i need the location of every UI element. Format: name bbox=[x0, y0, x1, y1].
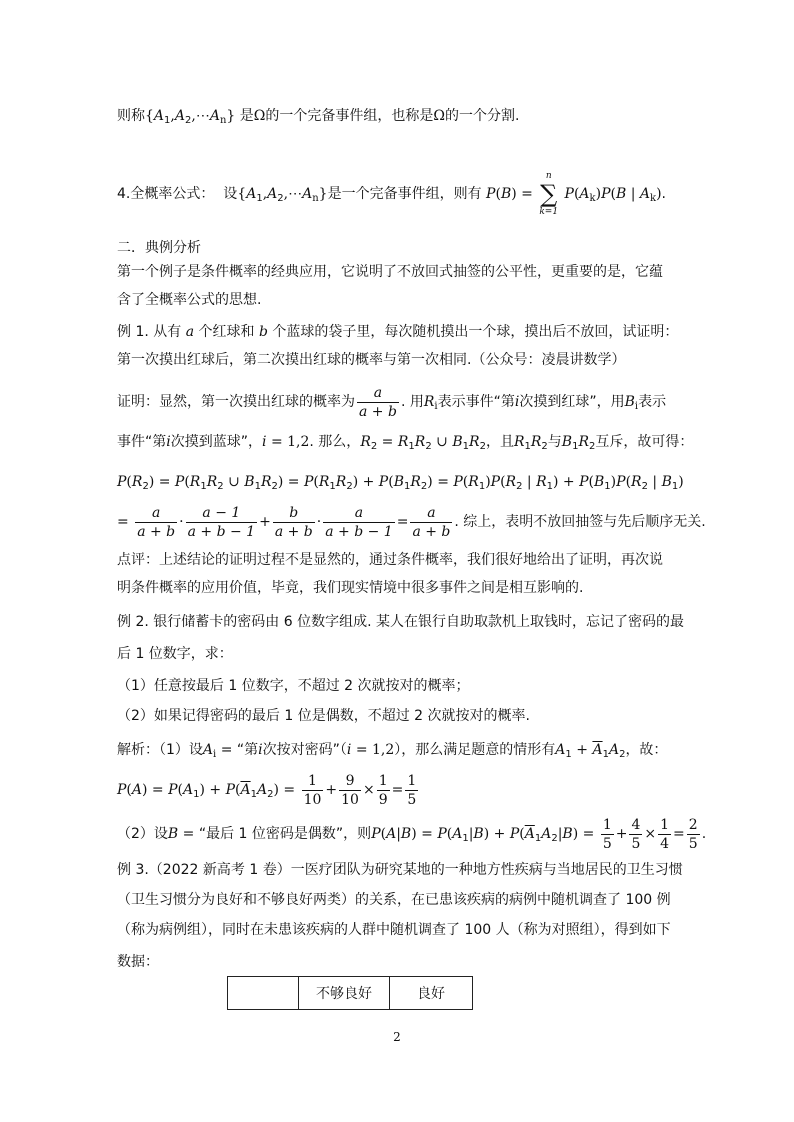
section-heading: 二．典例分析 bbox=[117, 240, 201, 256]
example-3-line-4: 数据： bbox=[117, 954, 159, 970]
data-table bbox=[227, 976, 473, 1010]
table-header-good: 良好 bbox=[390, 977, 473, 1010]
summation-sign: n ∑ k=1 bbox=[539, 171, 559, 217]
example-2-line-2: 后 1 位数字，求： bbox=[117, 646, 233, 662]
solution-line-2: （2）设B = “最后 1 位密码是偶数”，则$P(A|B) = P(A_1|B) + P(\overline{A}_1A_2|B)$ = $\frac{1}{5}$ + $\frac{4}{5}$ × $\frac{1}{4}$ = $\frac{2}{5}$ . bbox=[117, 816, 707, 852]
example-3-line-1: 例 3.（2022 新高考 1 卷）一医疗团队为研究某地的一种地方性疾病与当地居民的卫生习惯 bbox=[117, 862, 683, 878]
table-header-row bbox=[228, 977, 473, 1010]
page-number: 2 bbox=[393, 1030, 401, 1044]
comment-line-1: 点评：上述结论的证明过程不是显然的，通过条件概率，我们很好地给出了证明，再次说 bbox=[117, 552, 663, 568]
example-1-line-2: 第一次摸出红球后，第二次摸出红球的概率与第一次相同.（公众号：凌晨讲数学） bbox=[117, 352, 626, 368]
comment-line-2: 明条件概率的应用价值，毕竟，我们现实情境中很多事件之间是相互影响的. bbox=[117, 580, 584, 596]
completeness-definition: 则称$\{A_1,A_2,\cdots A_n\}$ 是Ω的一个完备事件组，也称是Ω的一个分割. bbox=[117, 108, 520, 126]
table-header-blank bbox=[228, 977, 299, 1010]
example-2-question-1: （1）任意按最后 1 位数字，不超过 2 次就按对的概率； bbox=[117, 678, 470, 694]
example-3-line-3: （称为病例组），同时在未患该疾病的人群中随机调查了 100 人（称为对照组），得到如下 bbox=[117, 922, 671, 938]
proof-line-1: 证明：显然，第一次摸出红球的概率为 $\frac{a}{a + b}$ . 用$R_i$表示事件“第i次摸到红球”，用$B_i$表示 bbox=[117, 384, 667, 420]
table-header-not-good: 不够良好 bbox=[299, 977, 390, 1010]
proof-equation-1: $P(R_2) = P(R_1R_2$ ∪ $B_1R_2) = P(R_1R_2) + P(B_1R_2) = P(R_1)P(R_2$ | $R_1) + P(B_1)P(R_2$ | $B_1$) bbox=[117, 474, 684, 492]
proof-equation-2: = $\frac{a}{a + b}$ · $\frac{a - 1}{a + b - 1}$ + $\frac{b}{a + b}$ · $\frac{a}{a + b - 1}$ = $\frac{a}{a + b}$ . 综上，表明不放回抽签与先后顺序无关. bbox=[117, 504, 706, 540]
solution-line-1: 解析：（1）设$A_i$ = “第i次按对密码”（i = 1,2），那么满足题意的情形有$A_1 + \overline{A}_1A_2$，故： bbox=[117, 742, 668, 760]
proof-line-2: 事件“第i次摸到蓝球”，i = 1,2. 那么，$R_2 = R_1R_2$ ∪ $B_1R_2$，且$R_1R_2$与$B_1R_2$互斥，故可得： bbox=[117, 434, 694, 452]
example-3-line-2: （卫生习惯分为良好和不够良好两类）的关系，在已患该疾病的病例中随机调查了 100 例 bbox=[117, 892, 671, 908]
example-2-line-1: 例 2. 银行储蓄卡的密码由 6 位数字组成. 某人在银行自助取款机上取钱时，忘记了密码的最 bbox=[117, 614, 684, 630]
intro-line-1: 第一个例子是条件概率的经典应用，它说明了不放回式抽签的公平性，更重要的是，它蕴 bbox=[117, 264, 663, 280]
intro-line-2: 含了全概率公式的思想. bbox=[117, 292, 262, 308]
total-probability-formula: 4.全概率公式： 设$\{A_1,A_2,\cdots A_n\}$是一个完备事件组，则有 P(B) = n ∑ k=1 $P(A_k)P(B$ | $A_k$). bbox=[117, 171, 666, 217]
example-1-title: 例 1. 从有 a 个红球和 b 个蓝球的袋子里，每次随机摸出一个球，摸出后不放回，试证明： bbox=[117, 324, 679, 340]
solution-equation-1: $P(A) = P(A_1) + P(\overline{A}_1A_2)$ = $\frac{1}{10}$ + $\frac{9}{10}$ × $\frac{1}{9}$ = $\frac{1}{5}$ bbox=[117, 772, 417, 808]
example-2-question-2: （2）如果记得密码的最后 1 位是偶数，不超过 2 次就按对的概率. bbox=[117, 708, 530, 724]
